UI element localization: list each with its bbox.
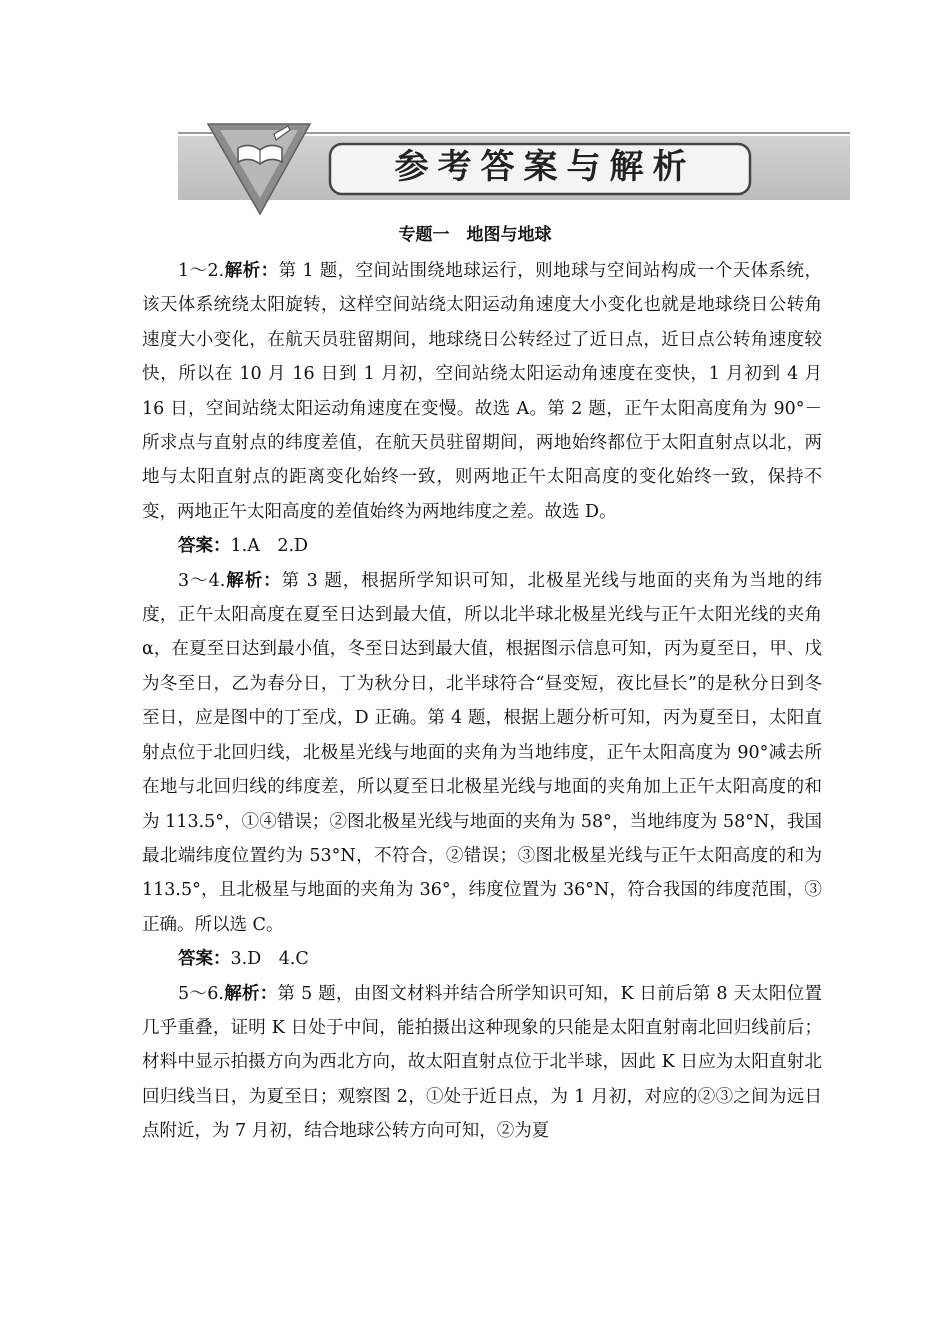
analysis-label: 解析： [223,983,278,1004]
answer-label: 答案： [178,536,231,557]
analysis-5-6 [142,977,822,1149]
answer-3-4 [142,942,822,976]
analysis-label: 解析： [224,261,279,281]
question-range: 5～6. [178,983,224,1004]
analysis-3-4 [142,564,822,942]
analysis-text: 第 3 题，根据所学知识可知，北极星光线与地面的夹角为当地的纬度，正午太阳高度在夏至日达到最大值，所以北半球北极星光线与正午太阳光线的夹角 α，在夏至日达到最小值，冬至日达到最大值，根据图示信息可知，丙为夏至日，甲、戊为冬至日，乙为春分日，丁为秋分日，北半球符合“昼变短，夜比昼长”的是秋分日到冬至日，应是图中的丁至戊，D 正确。第 4 题，根据上题分析可知，丙为夏至日，太阳直射点位于北回归线，北极星光线与地面的夹角为当地纬度，正午太阳高度为 90°减去所在地与北回归线的纬度差，所以夏至日北极星光线与地面的夹角加上正午太阳高度的和为 113.5°，①④错误；②图北极星光线与地面的夹角为 58°，当地纬度为 58°N，我国最北端纬度位置约为 53°N，不符合，②错误；③图北极星光线与正午太阳高度的和为 113.5°，且北极星与地面的夹角为 36°，纬度位置为 36°N，符合我国的纬度范围，③正确。所以选 C。 [142,570,822,935]
answer-label: 答案： [178,949,231,970]
analysis-label: 解析： [225,570,282,591]
answer-text: 3.D 4.C [230,949,309,970]
banner-title: 参考答案与解析 [394,147,696,187]
analysis-text: 第 1 题，空间站围绕地球运行，则地球与空间站构成一个天体系统，该天体系统绕太阳旋转，这样空间站绕太阳运动角速度大小变化也就是地球绕日公转角速度大小变化，在航天员驻留期间，地球绕日公转经过了近日点，近日点公转角速度较快，所以在 10 月 16 日到 1 月初，空间站绕太阳运动角速度在变快，1 月初到 4 月 16 日，空间站绕太阳运动角速度在变慢。故选 A。第 2 题，正午太阳高度角为 90°－所求点与直射点的纬度差值，在航天员驻留期间，两地始终都位于太阳直射点以北，两地与太阳直射点的距离变化始终一致，则两地正午太阳高度的变化始终一致，保持不变，两地正午太阳高度的差值始终为两地纬度之差。故选 D。 [142,261,822,522]
answer-text: 1.A 2.D [230,536,309,557]
analysis-text: 第 5 题，由图文材料并结合所学知识可知，K 日前后第 8 天太阳位置几乎重叠，证明 K 日处于中间，能拍摄出这种现象的只能是太阳直射南北回归线前后；材料中显示拍摄方向为西北方向，故太阳直射点位于北半球，因此 K 日应为太阳直射北回归线当日，为夏至日；观察图 2，①处于近日点，为 1 月初，对应的②③之间为远日点附近，为 7 月初，结合地球公转方向可知，②为夏 [142,983,822,1142]
answer-content [142,254,822,1149]
analysis-1-2 [142,254,822,529]
section-title: 专题一 地图与地球 [398,225,552,245]
question-range: 1～2. [178,261,225,281]
question-range: 3～4. [178,570,226,591]
answer-1-2 [142,529,822,563]
